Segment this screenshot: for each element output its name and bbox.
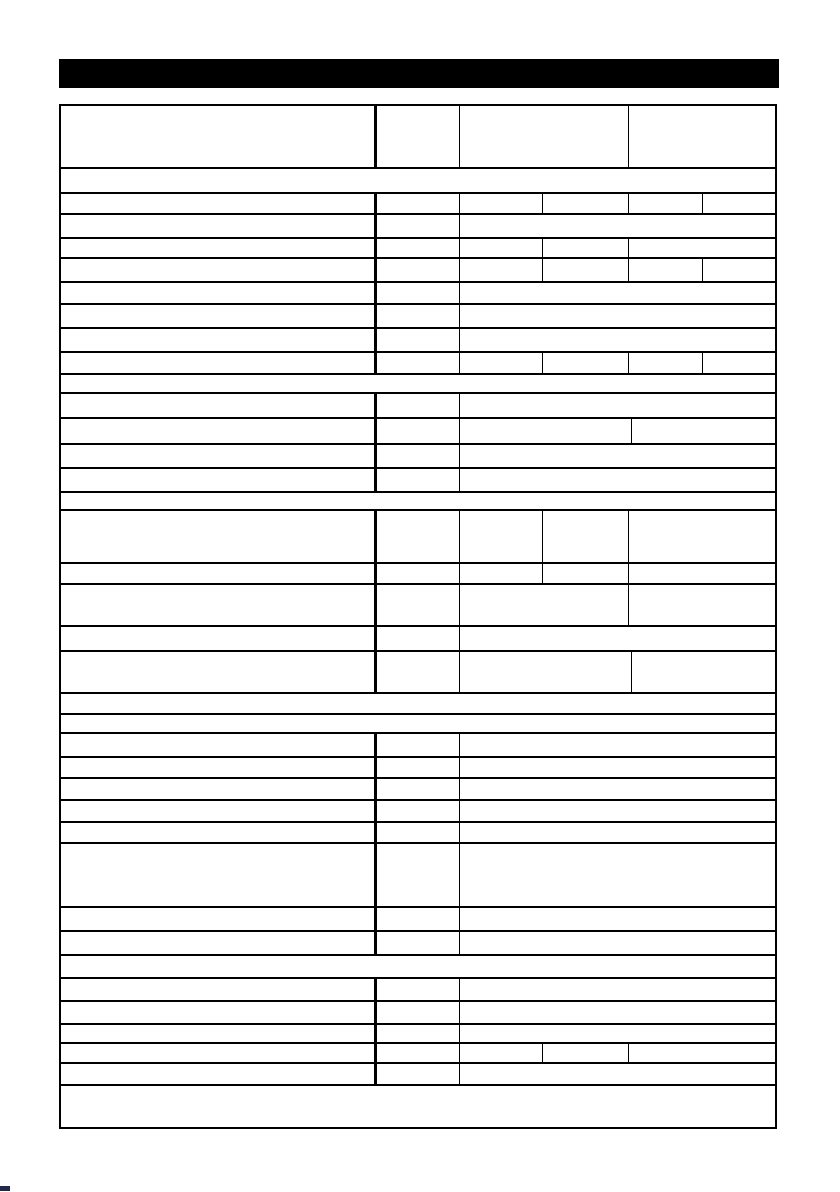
table-cell <box>629 194 703 213</box>
notes-box <box>61 1086 775 1129</box>
table-cell <box>460 801 775 821</box>
table-row <box>61 469 775 493</box>
table-cell <box>61 445 377 467</box>
table-cell <box>460 1025 775 1042</box>
table-cell <box>61 511 377 562</box>
table-row <box>61 511 775 564</box>
table-cell <box>460 283 775 303</box>
band-cell <box>61 169 775 192</box>
table-cell <box>460 394 775 417</box>
spec-table <box>59 104 777 1129</box>
table-row <box>61 194 775 215</box>
table-cell <box>61 758 377 777</box>
table-cell <box>460 844 775 906</box>
band-cell <box>61 715 775 732</box>
table-cell <box>61 908 377 930</box>
table-row <box>61 329 775 353</box>
table-cell <box>632 419 775 443</box>
table-cell <box>543 353 629 373</box>
table-row <box>61 283 775 305</box>
table-row <box>61 734 775 758</box>
table-cell <box>377 779 460 799</box>
table-cell <box>377 353 460 373</box>
table-row <box>61 758 775 779</box>
band-cell <box>61 493 775 509</box>
title-bar <box>59 59 779 88</box>
table-cell <box>543 239 629 257</box>
table-cell <box>61 652 377 692</box>
band-cell <box>61 956 775 977</box>
table-row <box>61 627 775 652</box>
table-cell <box>377 305 460 327</box>
table-row <box>61 979 775 1002</box>
band-cell <box>61 694 775 713</box>
table-row <box>61 779 775 801</box>
table-cell <box>377 259 460 281</box>
table-cell <box>703 194 775 213</box>
table-cell <box>377 932 460 954</box>
table-cell <box>61 1064 377 1084</box>
table-row <box>61 445 775 469</box>
table-cell <box>61 627 377 650</box>
table-cell <box>61 329 377 351</box>
page-corner-mark <box>0 1186 10 1191</box>
table-cell <box>377 215 460 237</box>
table-cell <box>377 652 460 692</box>
table-row <box>61 353 775 375</box>
table-cell <box>61 1044 377 1062</box>
table-cell <box>61 801 377 821</box>
table-cell <box>61 283 377 303</box>
table-cell <box>61 106 377 167</box>
table-cell <box>460 1064 775 1084</box>
table-row <box>61 652 775 694</box>
table-cell <box>629 564 775 583</box>
table-row <box>61 1064 775 1086</box>
table-row <box>61 259 775 283</box>
header-row <box>61 106 775 169</box>
table-cell <box>377 329 460 351</box>
table-cell <box>61 979 377 1000</box>
table-cell <box>61 469 377 491</box>
section-band <box>61 375 775 394</box>
table-cell <box>629 106 775 167</box>
table-row <box>61 215 775 239</box>
table-row <box>61 1002 775 1025</box>
table-cell <box>460 779 775 799</box>
table-cell <box>61 305 377 327</box>
table-cell <box>460 353 543 373</box>
table-cell <box>629 239 775 257</box>
table-cell <box>460 932 775 954</box>
table-cell <box>460 511 543 562</box>
table-cell <box>460 734 775 756</box>
table-cell <box>460 979 775 1000</box>
table-cell <box>460 305 775 327</box>
table-cell <box>377 823 460 842</box>
table-cell <box>377 908 460 930</box>
table-cell <box>61 239 377 257</box>
table-cell <box>377 585 460 625</box>
table-cell <box>629 259 703 281</box>
table-row <box>61 823 775 844</box>
table-cell <box>543 564 629 583</box>
table-row <box>61 585 775 627</box>
table-row <box>61 1044 775 1064</box>
table-cell <box>377 511 460 562</box>
section-band <box>61 956 775 979</box>
table-cell <box>460 419 632 443</box>
table-row <box>61 801 775 823</box>
table-cell <box>629 1044 775 1062</box>
table-cell <box>61 844 377 906</box>
table-row <box>61 1025 775 1044</box>
table-cell <box>377 1064 460 1084</box>
table-cell <box>377 239 460 257</box>
table-cell <box>629 585 775 625</box>
table-cell <box>703 259 775 281</box>
table-cell <box>460 215 775 237</box>
table-cell <box>377 979 460 1000</box>
table-row <box>61 419 775 445</box>
table-cell <box>632 652 775 692</box>
table-cell <box>61 259 377 281</box>
table-cell <box>61 734 377 756</box>
table-cell <box>460 1044 543 1062</box>
table-cell <box>377 1025 460 1042</box>
table-row <box>61 908 775 932</box>
table-cell <box>377 1002 460 1023</box>
table-row <box>61 394 775 419</box>
table-cell <box>377 469 460 491</box>
table-cell <box>460 758 775 777</box>
table-row <box>61 239 775 259</box>
table-cell <box>460 564 543 583</box>
band-cell <box>61 375 775 392</box>
table-cell <box>377 844 460 906</box>
table-cell <box>377 564 460 583</box>
table-cell <box>543 259 629 281</box>
table-cell <box>61 823 377 842</box>
table-cell <box>61 194 377 213</box>
table-cell <box>460 329 775 351</box>
table-cell <box>377 734 460 756</box>
table-cell <box>377 194 460 213</box>
table-cell <box>61 779 377 799</box>
table-cell <box>61 353 377 373</box>
table-cell <box>377 283 460 303</box>
section-band <box>61 694 775 715</box>
table-cell <box>460 585 629 625</box>
section-band <box>61 169 775 194</box>
table-cell <box>460 652 632 692</box>
table-cell <box>460 445 775 467</box>
table-cell <box>460 908 775 930</box>
table-cell <box>629 511 775 562</box>
section-band <box>61 715 775 734</box>
table-cell <box>460 259 543 281</box>
table-cell <box>61 419 377 443</box>
table-cell <box>543 1044 629 1062</box>
band-cell <box>61 1086 775 1129</box>
table-row <box>61 932 775 956</box>
table-cell <box>629 353 703 373</box>
table-row <box>61 564 775 585</box>
table-cell <box>61 1025 377 1042</box>
table-cell <box>377 627 460 650</box>
table-cell <box>460 823 775 842</box>
table-cell <box>377 445 460 467</box>
table-cell <box>377 1044 460 1062</box>
table-cell <box>377 419 460 443</box>
table-cell <box>460 469 775 491</box>
table-cell <box>377 801 460 821</box>
table-cell <box>703 353 775 373</box>
table-cell <box>61 564 377 583</box>
table-cell <box>61 585 377 625</box>
table-cell <box>61 215 377 237</box>
table-cell <box>377 106 460 167</box>
table-cell <box>460 106 629 167</box>
table-cell <box>460 239 543 257</box>
table-cell <box>460 1002 775 1023</box>
table-cell <box>61 1002 377 1023</box>
table-cell <box>377 758 460 777</box>
table-cell <box>543 194 629 213</box>
table-row <box>61 305 775 329</box>
section-band <box>61 493 775 511</box>
table-cell <box>460 194 543 213</box>
table-cell <box>460 627 775 650</box>
table-row <box>61 844 775 908</box>
table-cell <box>61 394 377 417</box>
table-cell <box>377 394 460 417</box>
table-cell <box>543 511 629 562</box>
table-cell <box>61 932 377 954</box>
